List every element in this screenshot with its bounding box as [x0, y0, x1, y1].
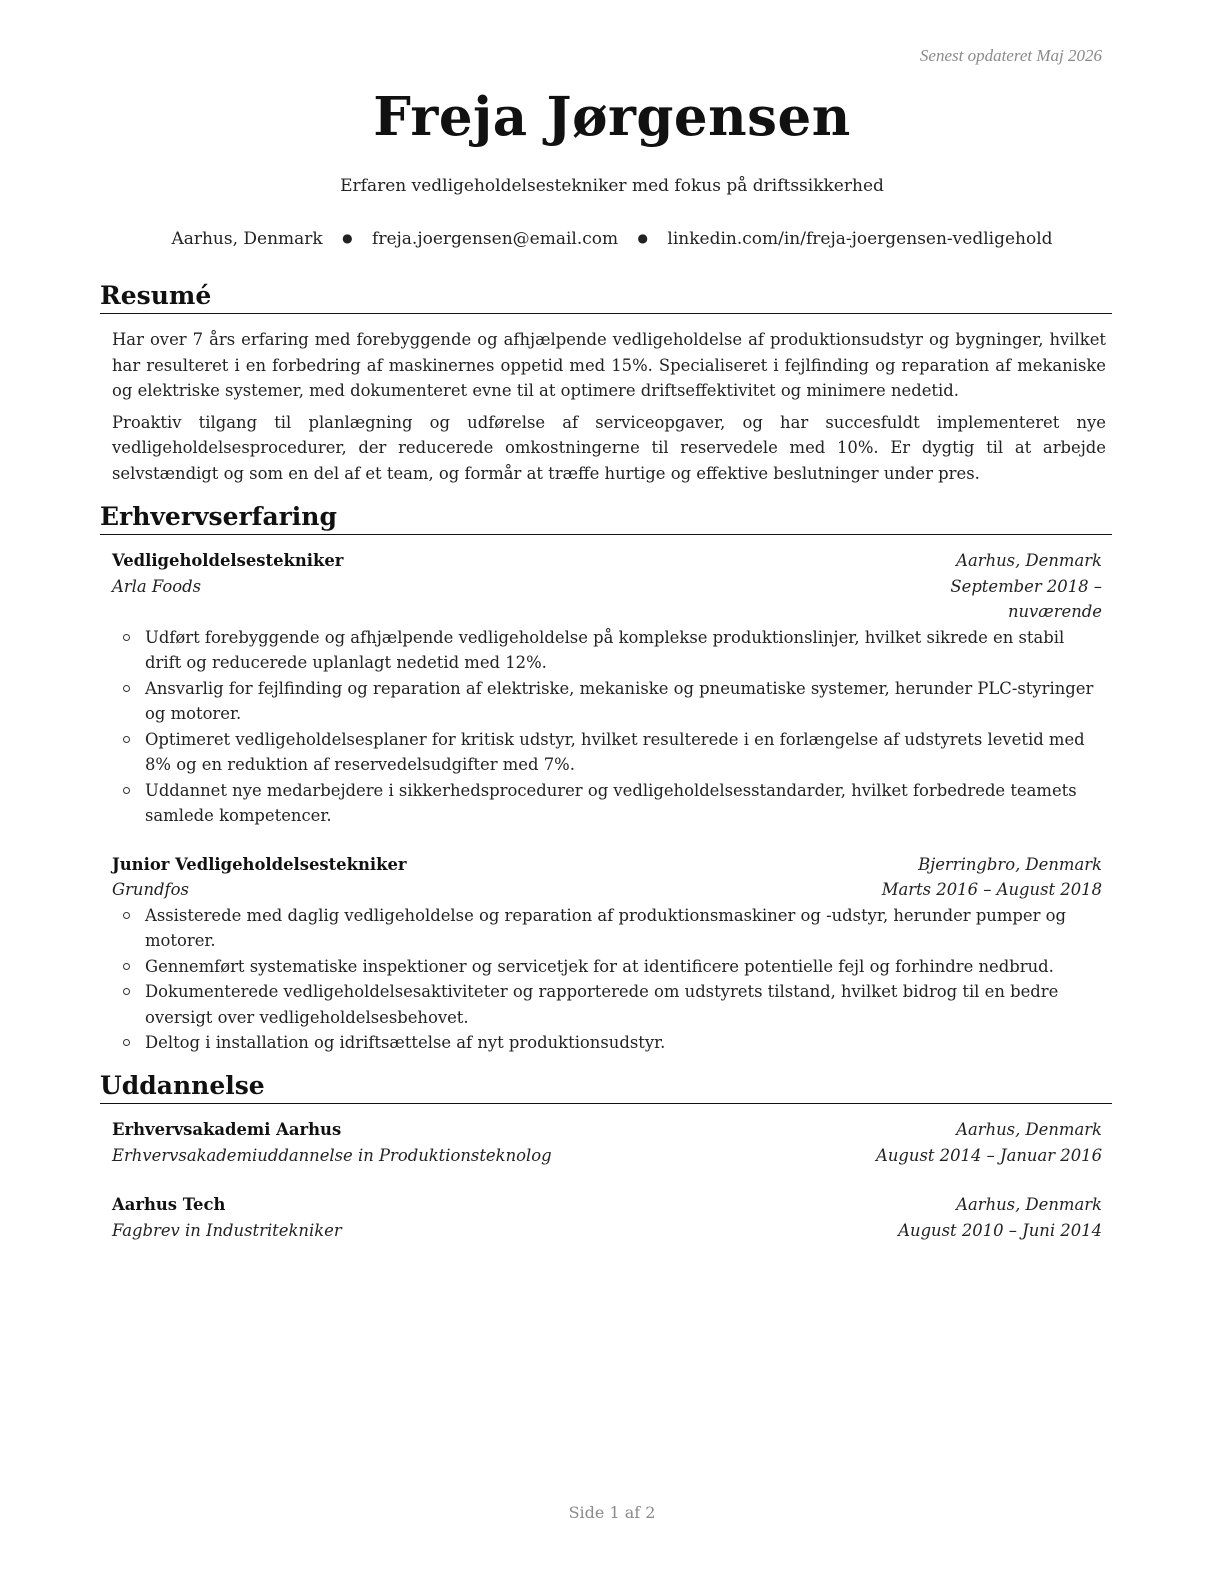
contact-location: Aarhus, Denmark: [171, 229, 323, 249]
education-dates: August 2014 – Januar 2016: [876, 1145, 1102, 1165]
list-item: Deltog i installation og idriftsættelse af nyt produktionsudstyr.: [112, 1030, 1102, 1056]
company-name: Grundfos: [112, 880, 189, 899]
contact-linkedin[interactable]: linkedin.com/in/freja-joergensen-vedligehold: [667, 229, 1053, 249]
job-title: Junior Vedligeholdelsestekniker: [112, 854, 407, 874]
school-location: Aarhus, Denmark: [956, 1120, 1102, 1139]
degree-name: Fagbrev in Industritekniker: [112, 1220, 342, 1240]
job-dates: Marts 2016 – August 2018: [881, 880, 1102, 899]
job-dates: September 2018 – nuværende: [950, 576, 1102, 621]
job-entry: [112, 852, 1102, 1056]
circle-bullet-icon: [123, 634, 130, 641]
candidate-name: Freja Jørgensen: [373, 86, 851, 148]
school-name: Erhvervsakademi Aarhus: [112, 1120, 342, 1139]
contact-line: [0, 229, 1224, 249]
bullet-separator: ●: [342, 231, 353, 245]
education-dates: August 2010 – Juni 2014: [898, 1220, 1102, 1240]
bullet-separator: ●: [637, 231, 648, 245]
list-item: Udført forebyggende og afhjælpende vedligeholdelse på komplekse produktionslinjer, hvilket sikrede en stabil drift og reducerede uplanlagt nedetid med 12%.: [112, 625, 1102, 676]
education-entry: [112, 1117, 1102, 1168]
circle-bullet-icon: [123, 736, 130, 743]
circle-bullet-icon: [123, 1039, 130, 1046]
last-updated: Senest opdateret Maj 2026: [919, 46, 1102, 65]
job-location: Bjerringbro, Denmark: [918, 854, 1102, 874]
summary-section: [100, 280, 1112, 486]
job-location: Aarhus, Denmark: [956, 551, 1102, 570]
job-title: Vedligeholdelsestekniker: [112, 551, 344, 570]
circle-bullet-icon: [123, 988, 130, 995]
page-number: Side 1 af 2: [568, 1503, 656, 1522]
tagline: Erfaren vedligeholdelsestekniker med fokus på driftssikkerhed: [340, 176, 884, 196]
job-bullets: [112, 903, 1102, 1056]
list-item: Optimeret vedligeholdelsesplaner for kritisk udstyr, hvilket resulterede i en forlængelse af udstyrets levetid med 8% og en reduktion af reservedelsudgifter med 7%.: [112, 727, 1102, 778]
school-location: Aarhus, Denmark: [956, 1195, 1102, 1214]
circle-bullet-icon: [123, 685, 130, 692]
section-title: Resumé: [100, 280, 1112, 314]
experience-section: [100, 501, 1112, 1056]
degree-name: Erhvervsakademiuddannelse in Produktionsteknolog: [112, 1145, 552, 1165]
circle-bullet-icon: [123, 963, 130, 970]
list-item: Assisterede med daglig vedligeholdelse og reparation af produktionsmaskiner og -udstyr, herunder pumper og motorer.: [112, 903, 1102, 954]
contact-email[interactable]: freja.joergensen@email.com: [372, 229, 619, 249]
summary-paragraph: Proaktiv tilgang til planlægning og udførelse af serviceopgaver, og har succesfuldt implementeret nye vedligeholdelsesprocedurer, der reducerede omkostningerne til reservedele med 10%. Er dygtig til at arbejde selvstændigt og som en del af et team, og formår at træffe hurtige og effektive beslutninger under pres.: [112, 412, 1106, 483]
company-name: Arla Foods: [112, 576, 202, 596]
list-item: Gennemført systematiske inspektioner og servicetjek for at identificere potentielle fejl og forhindre nedbrud.: [112, 954, 1102, 980]
job-entry: [112, 548, 1102, 829]
list-item: Uddannet nye medarbejdere i sikkerhedsprocedurer og vedligeholdelsesstandarder, hvilket forbedrede teamets samlede kompetencer.: [112, 778, 1102, 829]
section-title: Erhvervserfaring: [100, 501, 1112, 535]
list-item: Dokumenterede vedligeholdelsesaktiviteter og rapporterede om udstyrets tilstand, hvilket bidrog til en bedre oversigt over vedligeholdelsesbehovet.: [112, 979, 1102, 1030]
job-bullets: [112, 625, 1102, 829]
school-name: Aarhus Tech: [112, 1195, 226, 1214]
education-entry: [112, 1192, 1102, 1243]
section-title: Uddannelse: [100, 1070, 1112, 1104]
summary-paragraph: Har over 7 års erfaring med forebyggende og afhjælpende vedligeholdelse af produktionsudstyr og bygninger, hvilket har resulteret i en forbedring af maskinernes oppetid med 15%. Specialiseret i fejlfinding og reparation af mekaniske og elektriske systemer, med dokumenteret evne til at optimere driftseffektivitet og minimere nedetid.: [112, 330, 1106, 400]
education-section: [100, 1070, 1112, 1243]
circle-bullet-icon: [123, 912, 130, 919]
circle-bullet-icon: [123, 787, 130, 794]
list-item: Ansvarlig for fejlfinding og reparation af elektriske, mekaniske og pneumatiske systemer, herunder PLC-styringer og motorer.: [112, 676, 1102, 727]
